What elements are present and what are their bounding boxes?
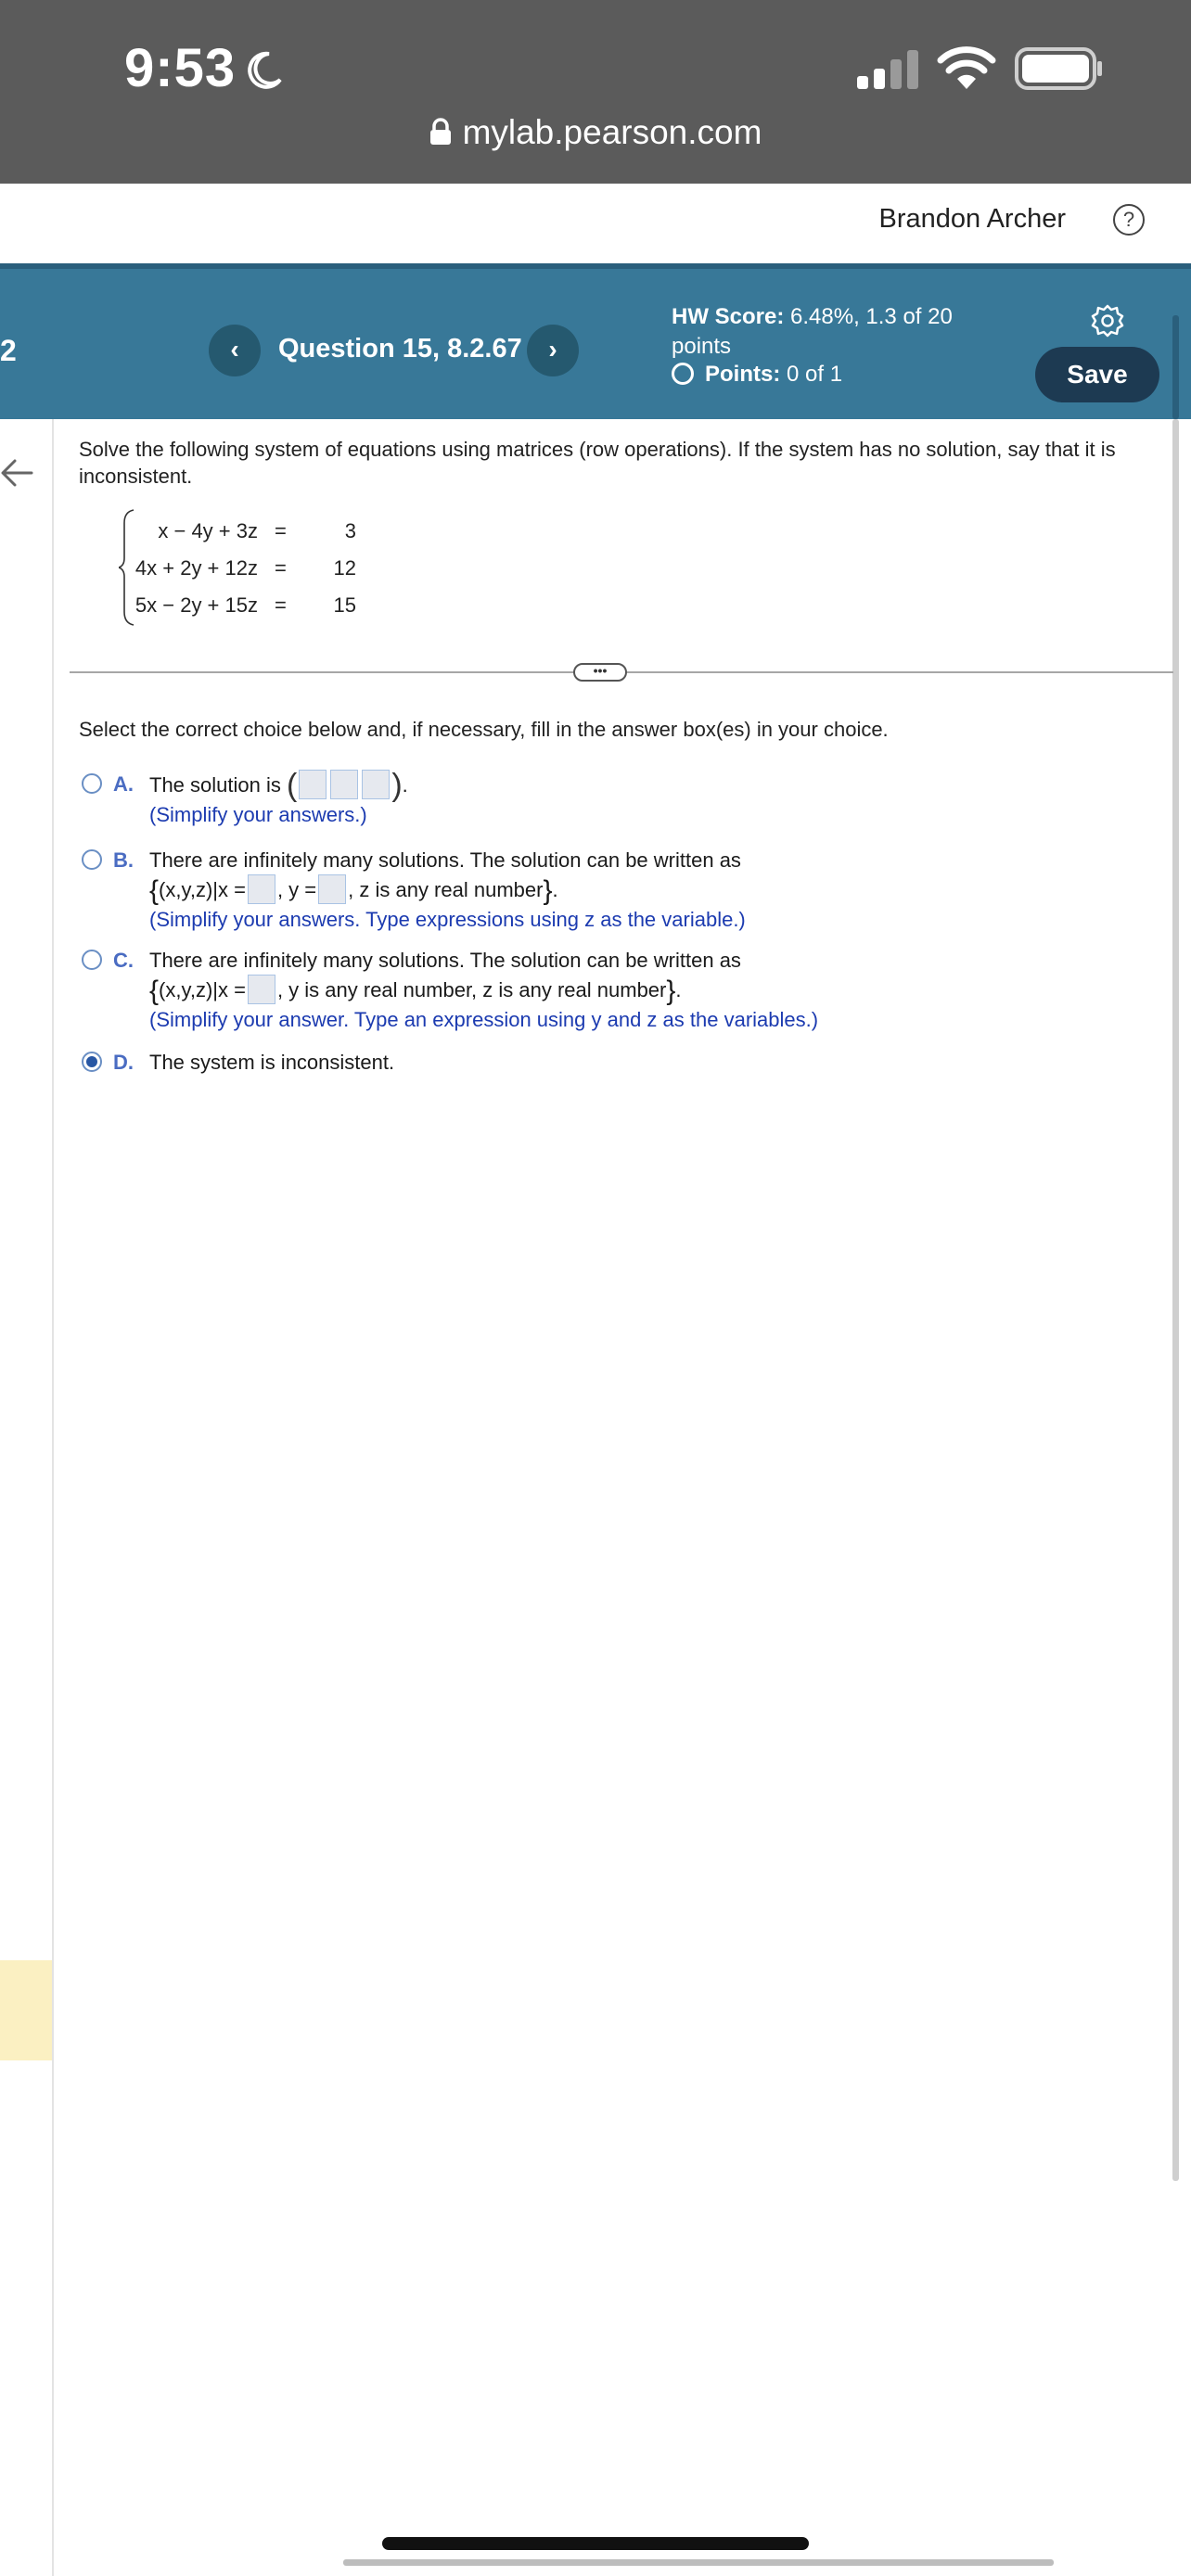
previous-question-number: 2 [0,334,17,367]
points-label: Points: [705,362,781,387]
answer-box-z[interactable] [362,770,390,799]
question-title: Question 15, 8.2.67 [278,334,522,363]
equation-sign: = [275,556,287,580]
answer-instruction: Select the correct choice below and, if necessary, fill in the answer box(es) in your choice. [79,718,889,741]
question-points [672,362,842,388]
choice-a-hint: (Simplify your answers.) [149,803,367,826]
save-button[interactable]: Save [1035,347,1159,402]
expand-more-button[interactable]: ••• [573,663,627,682]
battery-icon [1015,46,1104,91]
choice-c-dot: . [675,978,682,1001]
hw-score-unit: points [672,334,732,359]
choice-d-letter: D. [113,1051,134,1074]
equation-system [119,508,360,627]
clock-time: 9:53 [124,38,237,98]
gear-icon[interactable] [1091,304,1124,338]
equation-lhs: 5x − 2y + 15z [134,593,258,617]
equation-sign: = [275,593,287,617]
choice-c[interactable] [82,946,1102,1039]
choice-a-dot: . [402,773,408,797]
choice-b-radio[interactable] [82,849,102,870]
equation-sign: = [275,519,287,542]
next-question-button[interactable]: › [527,325,579,376]
user-bar [0,184,1191,263]
choice-a-letter: A. [113,772,134,796]
address-bar[interactable] [0,113,1191,152]
status-bar [0,0,1191,184]
equation-rhs: 12 [333,556,356,580]
choice-c-text [149,946,818,1034]
choice-b[interactable] [82,846,1102,938]
left-rail-divider [52,419,54,2576]
content-scrollbar[interactable] [1172,419,1179,2181]
answer-box-y[interactable] [318,874,346,904]
question-status-marker [0,1960,52,2060]
hw-score [672,302,978,362]
hw-score-value: 6.48%, 1.3 of 20 [790,304,953,329]
choice-d-radio[interactable] [82,1052,102,1072]
choice-a-radio[interactable] [82,773,102,794]
answer-box-y[interactable] [330,770,358,799]
choice-b-set-start: (x,y,z)|x = [159,878,246,901]
answer-box-x[interactable] [299,770,327,799]
hw-score-label: HW Score: [672,304,785,329]
choice-b-mid: , y = [276,878,317,901]
set-open-brace: { [149,875,160,906]
home-indicator [382,2537,809,2550]
choice-c-hint: (Simplify your answer. Type an expression using y and z as the variables.) [149,1008,819,1031]
close-paren: ) [391,768,403,803]
help-icon[interactable]: ? [1113,204,1145,236]
equation-lhs: 4x + 2y + 12z [134,556,258,580]
choice-a-text [149,770,408,829]
answer-box-x[interactable] [248,874,275,904]
wifi-icon [937,45,996,91]
choice-c-set-start: (x,y,z)|x = [159,978,246,1001]
choice-b-line1: There are infinitely many solutions. The solution can be written as [149,848,741,872]
equation-lhs: x − 4y + 3z [158,519,258,542]
equation-row-3 [119,593,360,631]
points-circle-icon [672,363,694,385]
choice-d-text: The system is inconsistent. [149,1051,395,1074]
lock-icon [429,118,452,146]
choice-c-line1: There are infinitely many solutions. The solution can be written as [149,949,741,972]
choice-b-letter: B. [113,848,134,872]
choice-c-letter: C. [113,949,134,972]
choice-a[interactable] [82,770,1102,835]
question-header [0,263,1191,419]
question-prompt: Solve the following system of equations using matrices (row operations). If the system has no solution, say that it is inconsistent. [79,438,1116,488]
url-text: mylab.pearson.com [462,113,762,151]
equation-row-1 [119,519,360,556]
choice-c-radio[interactable] [82,950,102,970]
header-scroll-indicator [1172,315,1179,419]
set-open-brace: { [149,976,160,1006]
back-arrow-icon[interactable] [0,456,37,490]
set-close-brace: } [543,875,553,906]
equation-rhs: 15 [333,593,356,617]
choice-d[interactable] [82,1048,1102,1081]
points-value: 0 of 1 [787,362,843,387]
choice-c-after: , y is any real number, z is any real number [276,978,667,1001]
equation-rhs: 3 [344,519,356,542]
open-paren: ( [286,768,298,803]
choice-b-after: , z is any real number [348,878,544,901]
moon-icon [243,50,284,91]
user-name[interactable]: Brandon Archer [878,204,1066,234]
previous-question-button[interactable]: ‹ [209,325,261,376]
choice-a-label: The solution is [149,773,281,797]
horizontal-scrollbar[interactable] [343,2559,1054,2566]
choice-b-text [149,846,746,934]
answer-box-x[interactable] [248,975,275,1004]
set-close-brace: } [666,976,676,1006]
cellular-signal-icon [855,48,922,91]
choice-b-hint: (Simplify your answers. Type expressions using z as the variable.) [149,908,746,931]
choice-b-dot: . [552,878,558,901]
equation-row-2 [119,556,360,593]
